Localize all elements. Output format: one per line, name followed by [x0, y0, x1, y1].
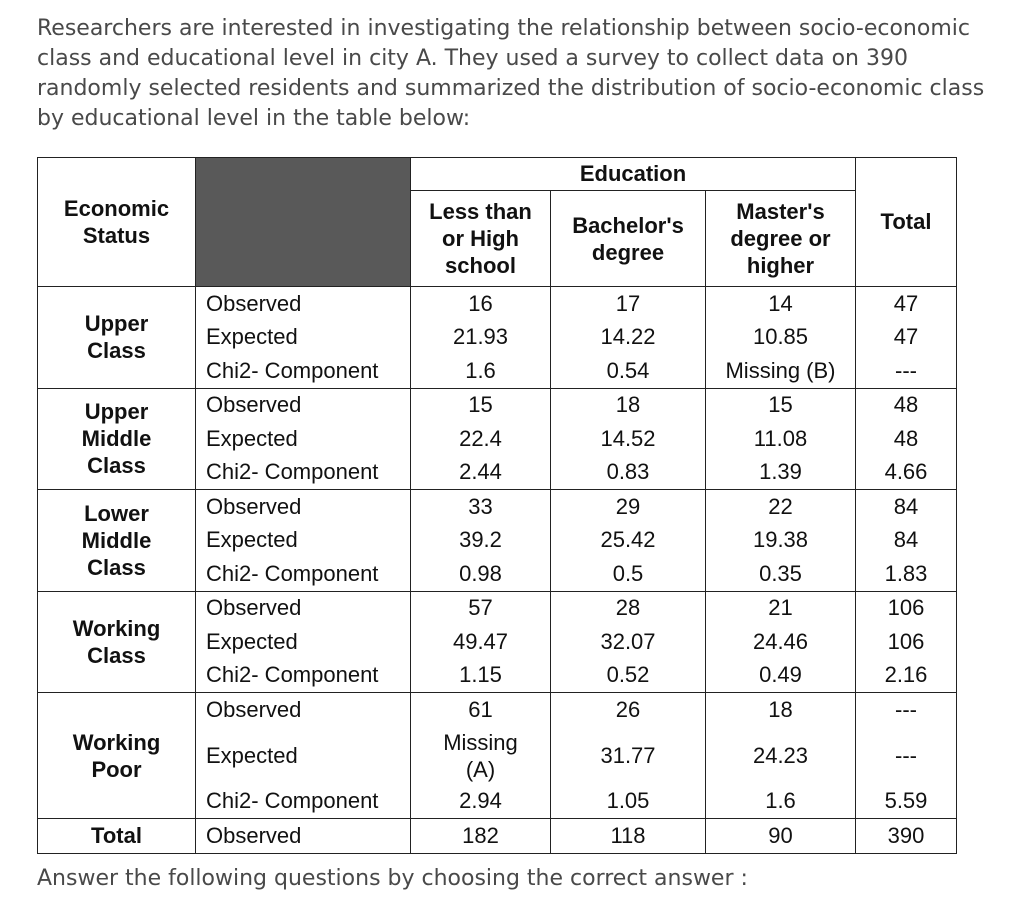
row-label: Observed: [196, 388, 411, 422]
cell-value: 0.83: [551, 456, 706, 490]
row-label: Observed: [196, 287, 411, 321]
cell-value: 39.2: [411, 524, 551, 558]
header-economic-status: Economic Status: [38, 158, 196, 287]
header-education: Education: [411, 158, 856, 191]
row-label: Expected: [196, 321, 411, 355]
cell-value: 0.5: [551, 557, 706, 591]
cell-value: 0.52: [551, 659, 706, 693]
row-label: Chi2- Component: [196, 659, 411, 693]
cell-value: 14.52: [551, 422, 706, 456]
cell-value: 28: [551, 591, 706, 625]
cell-value: 32.07: [551, 625, 706, 659]
header-col-less-than-hs: Less than or High school: [411, 191, 551, 287]
row-label: Observed: [196, 591, 411, 625]
total-row-label: Total: [38, 819, 196, 854]
cell-total: 84: [856, 490, 957, 524]
cell-total: 106: [856, 625, 957, 659]
cell-value: 22: [706, 490, 856, 524]
contingency-table: [37, 157, 957, 854]
table-row: [38, 490, 957, 524]
cell-value: 26: [551, 693, 706, 727]
cell-value: 24.23: [706, 727, 856, 785]
cell-total: ---: [856, 693, 957, 727]
cell-value: 21: [706, 591, 856, 625]
cell-total: 4.66: [856, 456, 957, 490]
cell-value: 0.35: [706, 557, 856, 591]
row-label: Chi2- Component: [196, 456, 411, 490]
row-label: Observed: [196, 693, 411, 727]
cell-value: 1.05: [551, 785, 706, 819]
cell-total: 47: [856, 321, 957, 355]
cell-value: 2.94: [411, 785, 551, 819]
cell-value: 22.4: [411, 422, 551, 456]
group-label-lower-middle-class: Lower Middle Class: [38, 490, 196, 592]
cell-value: 0.98: [411, 557, 551, 591]
header-blank-dark-cell: [196, 158, 411, 287]
row-label: Chi2- Component: [196, 354, 411, 388]
row-label: Expected: [196, 524, 411, 558]
cell-value: 49.47: [411, 625, 551, 659]
row-label: Expected: [196, 625, 411, 659]
cell-value: 15: [706, 388, 856, 422]
cell-value: 19.38: [706, 524, 856, 558]
cell-value: 0.54: [551, 354, 706, 388]
cell-total: 84: [856, 524, 957, 558]
cell-value: 1.15: [411, 659, 551, 693]
cell-value: 1.6: [706, 785, 856, 819]
row-label: Chi2- Component: [196, 557, 411, 591]
cell-value: 1.6: [411, 354, 551, 388]
header-col-bachelors: Bachelor's degree: [551, 191, 706, 287]
cell-total: 1.83: [856, 557, 957, 591]
cell-value: 24.46: [706, 625, 856, 659]
row-label: Expected: [196, 727, 411, 785]
row-label: Observed: [196, 819, 411, 854]
cell-value: 90: [706, 819, 856, 854]
cell-value: 18: [706, 693, 856, 727]
cell-value: 33: [411, 490, 551, 524]
table-row: [38, 591, 957, 625]
cell-value: 2.44: [411, 456, 551, 490]
group-label-upper-middle-class: Upper Middle Class: [38, 388, 196, 490]
header-total: Total: [856, 158, 957, 287]
cell-grand-total: 390: [856, 819, 957, 854]
intro-paragraph: Researchers are interested in investigating the relationship between socio-economic class and educational level in city A. They used a survey to collect data on 390 randomly selected residents and summarized the distribution of socio-economic class by educational level in the table below:: [37, 16, 985, 131]
cell-value: 0.49: [706, 659, 856, 693]
group-label-working-poor: Working Poor: [38, 693, 196, 819]
row-label: Chi2- Component: [196, 785, 411, 819]
cell-value: 10.85: [706, 321, 856, 355]
cell-total: ---: [856, 727, 957, 785]
cell-value: 14.22: [551, 321, 706, 355]
cell-value: 61: [411, 693, 551, 727]
table-row: [38, 693, 957, 727]
group-label-working-class: Working Class: [38, 591, 196, 693]
table-row: [38, 287, 957, 321]
cell-value: 14: [706, 287, 856, 321]
table-row: [38, 388, 957, 422]
table-row-total: [38, 819, 957, 854]
row-label: Observed: [196, 490, 411, 524]
cell-value-missing-a: Missing (A): [411, 727, 551, 785]
cell-total: 5.59: [856, 785, 957, 819]
cell-value: 57: [411, 591, 551, 625]
cell-value: Missing (B): [706, 354, 856, 388]
cell-total: 2.16: [856, 659, 957, 693]
cell-value: 1.39: [706, 456, 856, 490]
cell-total: ---: [856, 354, 957, 388]
cell-value: 21.93: [411, 321, 551, 355]
cell-total: 48: [856, 388, 957, 422]
cell-total: 106: [856, 591, 957, 625]
cell-value: 17: [551, 287, 706, 321]
cell-value: 11.08: [706, 422, 856, 456]
group-label-upper-class: Upper Class: [38, 287, 196, 389]
header-col-masters: Master's degree or higher: [706, 191, 856, 287]
cell-value: 29: [551, 490, 706, 524]
cell-value: 182: [411, 819, 551, 854]
cell-value: 25.42: [551, 524, 706, 558]
row-label: Expected: [196, 422, 411, 456]
cell-value: 15: [411, 388, 551, 422]
cell-total: 48: [856, 422, 957, 456]
instructions-text: Answer the following questions by choosing the correct answer :: [37, 866, 748, 891]
cell-value: 31.77: [551, 727, 706, 785]
cell-value: 118: [551, 819, 706, 854]
cell-value: 16: [411, 287, 551, 321]
cell-total: 47: [856, 287, 957, 321]
cell-value: 18: [551, 388, 706, 422]
